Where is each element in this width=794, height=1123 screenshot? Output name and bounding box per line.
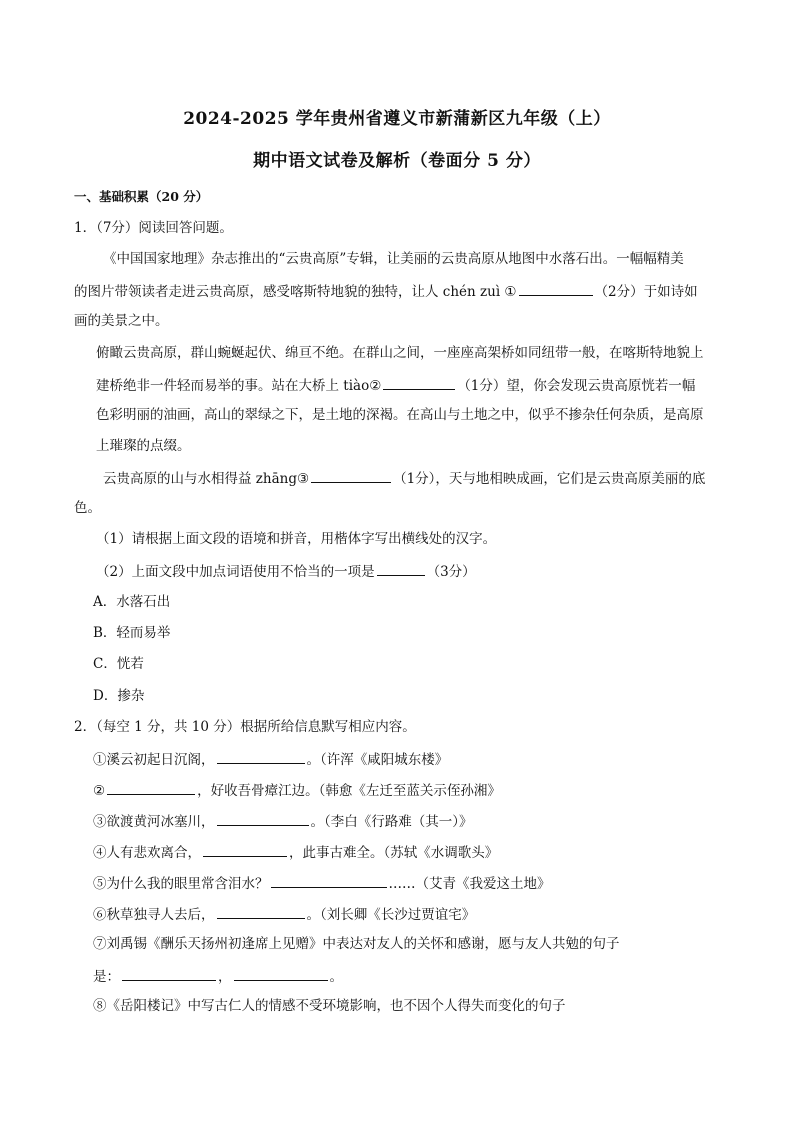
- text-segment: ④人有悲欢离合，: [93, 845, 201, 861]
- text-segment: ，好收吾骨瘴江边。（韩愈《左迁至蓝关示侄孙湘》: [197, 783, 501, 799]
- text-segment: （2）上面文段中加点词语使用不恰当的一项是: [96, 564, 375, 580]
- question-1-stem: 1．（7分）阅读回答问题。: [74, 220, 233, 236]
- q2-item-7-line-2: [93, 966, 343, 986]
- section-heading: 一、基础积累（20 分）: [74, 189, 209, 204]
- text-segment: ……（艾青《我爱这土地》: [388, 876, 551, 892]
- answer-blank[interactable]: [217, 904, 305, 919]
- answer-blank-1[interactable]: [519, 281, 593, 296]
- answer-blank[interactable]: [271, 873, 387, 888]
- question-2-stem: 2．（每空 1 分，共 10 分）根据所给信息默写相应内容。: [74, 719, 416, 735]
- text-segment: ⑥秋草独寻人去后，: [93, 907, 215, 923]
- q1-paragraph-2-line-3: 色彩明丽的油画，高山的翠绿之下，是土地的深褐。在高山与土地之中，似乎不掺杂任何杂质，是高原: [96, 407, 704, 423]
- q2-item-6: [93, 904, 475, 924]
- text-segment: ①溪云初起日沉阁，: [93, 752, 215, 768]
- text-segment: 。（李白《行路难（其一）》: [310, 814, 473, 830]
- answer-blank[interactable]: [217, 811, 309, 826]
- text-segment: 的图片带领读者走进云贵高原，感受喀斯特地貌的独特，让人 chén zuì ①: [74, 284, 517, 300]
- page-title: 2024-2025 学年贵州省遵义市新蒲新区九年级（上）: [183, 109, 611, 129]
- q2-item-1: [93, 749, 448, 769]
- q1-paragraph-1-line-1: 《中国国家地理》杂志推出的“云贵高原”专辑，让美丽的云贵高原从地图中水落石出。一幅幅精美: [103, 251, 684, 267]
- q1-paragraph-2-line-1: 俯瞰云贵高原，群山蜿蜒起伏、绵亘不绝。在群山之间，一座座高架桥如同纽带一般，在喀斯特地貌上: [96, 345, 704, 361]
- answer-blank-2[interactable]: [383, 375, 455, 390]
- text-segment: 。: [329, 969, 343, 985]
- q1-paragraph-2-line-4: 上璀璨的点缀。: [96, 438, 191, 454]
- q1-paragraph-3-line-2: 色。: [74, 500, 101, 516]
- option-c: C．恍若: [93, 656, 144, 672]
- q1-paragraph-3-line-1: [103, 468, 705, 488]
- page-subtitle: 期中语文试卷及解析（卷面分 5 分）: [253, 151, 541, 171]
- text-segment: ，: [218, 969, 232, 985]
- text-segment: （1分）望，你会发现云贵高原恍若一幅: [457, 378, 696, 394]
- text-segment: 建桥绝非一件轻而易举的事。站在大桥上 tiào②: [96, 378, 382, 394]
- q2-item-4: [93, 842, 498, 862]
- q2-item-8-line-1: ⑧《岳阳楼记》中写古仁人的情感不受环境影响，也不因个人得失而变化的句子: [93, 998, 566, 1014]
- text-segment: 。（刘长卿《长沙过贾谊宅》: [306, 907, 476, 923]
- text-segment: （2分）于如诗如: [594, 284, 698, 300]
- q2-item-2: [93, 780, 501, 800]
- text-segment: 是：: [93, 969, 120, 985]
- text-segment: ⑤为什么我的眼里常含泪水？: [93, 876, 269, 892]
- q1-subquestion-2: [96, 561, 476, 581]
- answer-blank[interactable]: [217, 749, 305, 764]
- text-segment: ③欲渡黄河冰塞川，: [93, 814, 215, 830]
- q1-subquestion-1: （1）请根据上面文段的语境和拼音，用楷体字写出横线处的汉字。: [96, 531, 497, 547]
- answer-blank-choice[interactable]: [377, 561, 425, 576]
- q1-paragraph-1-line-2: [74, 281, 698, 301]
- answer-blank-3[interactable]: [311, 468, 391, 483]
- text-segment: ②: [93, 783, 106, 799]
- q2-item-7-line-1: ⑦刘禹锡《酬乐天扬州初逢席上见赠》中表达对友人的关怀和感谢，愿与友人共勉的句子: [93, 936, 620, 952]
- text-segment: （1分），天与地相映成画，它们是云贵高原美丽的底: [393, 471, 706, 487]
- text-segment: （3分）: [426, 564, 476, 580]
- q2-item-3: [93, 811, 473, 831]
- option-b: B．轻而易举: [93, 625, 171, 641]
- option-a: A．水落石出: [93, 594, 171, 610]
- answer-blank[interactable]: [234, 966, 328, 981]
- answer-blank[interactable]: [203, 842, 287, 857]
- q2-item-5: [93, 873, 551, 893]
- text-segment: 云贵高原的山与水相得益 zhāng③: [103, 471, 310, 487]
- answer-blank[interactable]: [107, 780, 195, 795]
- option-d: D．掺杂: [93, 688, 145, 704]
- answer-blank[interactable]: [122, 966, 216, 981]
- q1-paragraph-2-line-2: [96, 375, 695, 395]
- text-segment: 。（许浑《咸阳城东楼》: [306, 752, 449, 768]
- text-segment: ，此事古难全。（苏轼《水调歌头》: [289, 845, 499, 861]
- q1-paragraph-1-line-3: 画的美景之中。: [74, 313, 169, 329]
